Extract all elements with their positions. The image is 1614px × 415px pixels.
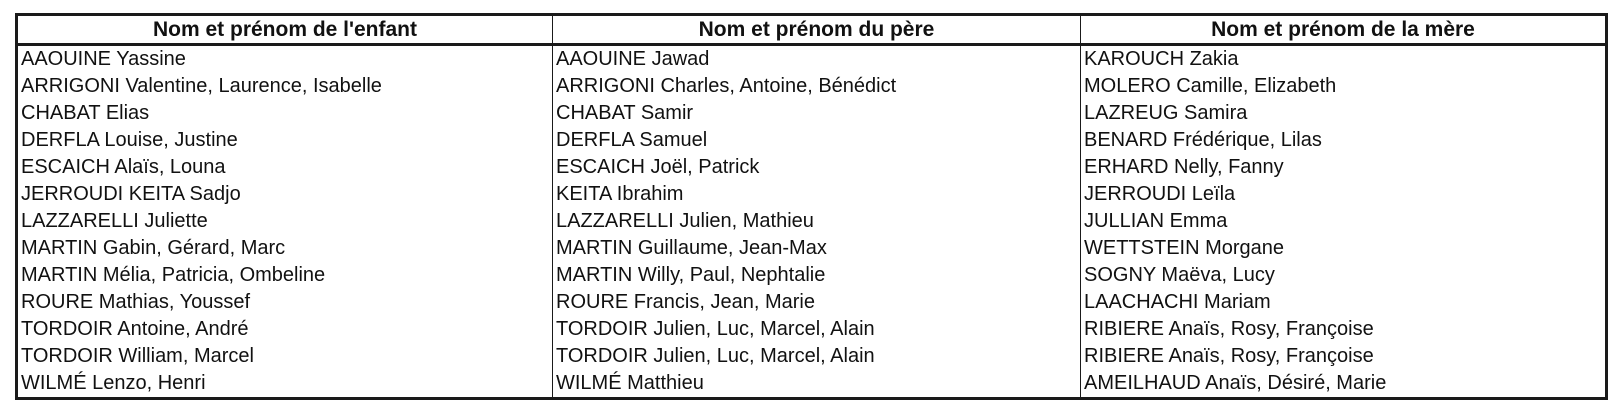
father-name-cell: KEITA Ibrahim [553, 181, 1081, 208]
mother-name-cell: JULLIAN Emma [1081, 208, 1607, 235]
table-header-row [17, 15, 1607, 45]
table-row [17, 235, 1607, 262]
child-name-cell: JERROUDI KEITA Sadjo [17, 181, 553, 208]
child-name-cell: MARTIN Mélia, Patricia, Ombeline [17, 262, 553, 289]
mother-name-cell: ERHARD Nelly, Fanny [1081, 154, 1607, 181]
mother-name-cell: BENARD Frédérique, Lilas [1081, 127, 1607, 154]
child-name-cell: ARRIGONI Valentine, Laurence, Isabelle [17, 73, 553, 100]
mother-name-cell: KAROUCH Zakia [1081, 45, 1607, 74]
child-name-cell: DERFLA Louise, Justine [17, 127, 553, 154]
mother-name-cell: LAACHACHI Mariam [1081, 289, 1607, 316]
child-name-cell: TORDOIR William, Marcel [17, 343, 553, 370]
father-name-cell: AAOUINE Jawad [553, 45, 1081, 74]
father-name-cell: LAZZARELLI Julien, Mathieu [553, 208, 1081, 235]
table-row [17, 316, 1607, 343]
table-row [17, 208, 1607, 235]
header-father-name: Nom et prénom du père [553, 15, 1081, 45]
child-name-cell: MARTIN Gabin, Gérard, Marc [17, 235, 553, 262]
mother-name-cell: RIBIERE Anaïs, Rosy, Françoise [1081, 343, 1607, 370]
header-child-name: Nom et prénom de l'enfant [17, 15, 553, 45]
father-name-cell: TORDOIR Julien, Luc, Marcel, Alain [553, 316, 1081, 343]
father-name-cell: MARTIN Willy, Paul, Nephtalie [553, 262, 1081, 289]
father-name-cell: ESCAICH Joël, Patrick [553, 154, 1081, 181]
child-name-cell: WILMÉ Lenzo, Henri [17, 370, 553, 399]
mother-name-cell: SOGNY Maëva, Lucy [1081, 262, 1607, 289]
table-row [17, 262, 1607, 289]
father-name-cell: MARTIN Guillaume, Jean-Max [553, 235, 1081, 262]
births-table [15, 13, 1608, 400]
father-name-cell: CHABAT Samir [553, 100, 1081, 127]
father-name-cell: ROURE Francis, Jean, Marie [553, 289, 1081, 316]
child-name-cell: ROURE Mathias, Youssef [17, 289, 553, 316]
child-name-cell: AAOUINE Yassine [17, 45, 553, 74]
table-row [17, 154, 1607, 181]
father-name-cell: DERFLA Samuel [553, 127, 1081, 154]
child-name-cell: LAZZARELLI Juliette [17, 208, 553, 235]
mother-name-cell: RIBIERE Anaïs, Rosy, Françoise [1081, 316, 1607, 343]
father-name-cell: TORDOIR Julien, Luc, Marcel, Alain [553, 343, 1081, 370]
table-row [17, 127, 1607, 154]
child-name-cell: TORDOIR Antoine, André [17, 316, 553, 343]
child-name-cell: ESCAICH Alaïs, Louna [17, 154, 553, 181]
table-row [17, 45, 1607, 74]
mother-name-cell: WETTSTEIN Morgane [1081, 235, 1607, 262]
father-name-cell: ARRIGONI Charles, Antoine, Bénédict [553, 73, 1081, 100]
mother-name-cell: JERROUDI Leïla [1081, 181, 1607, 208]
child-name-cell: CHABAT Elias [17, 100, 553, 127]
table-row [17, 181, 1607, 208]
table-row [17, 343, 1607, 370]
father-name-cell: WILMÉ Matthieu [553, 370, 1081, 399]
table-row [17, 73, 1607, 100]
mother-name-cell: MOLERO Camille, Elizabeth [1081, 73, 1607, 100]
mother-name-cell: LAZREUG Samira [1081, 100, 1607, 127]
mother-name-cell: AMEILHAUD Anaïs, Désiré, Marie [1081, 370, 1607, 399]
table-row [17, 100, 1607, 127]
table-row [17, 289, 1607, 316]
table-row [17, 370, 1607, 399]
header-mother-name: Nom et prénom de la mère [1081, 15, 1607, 45]
